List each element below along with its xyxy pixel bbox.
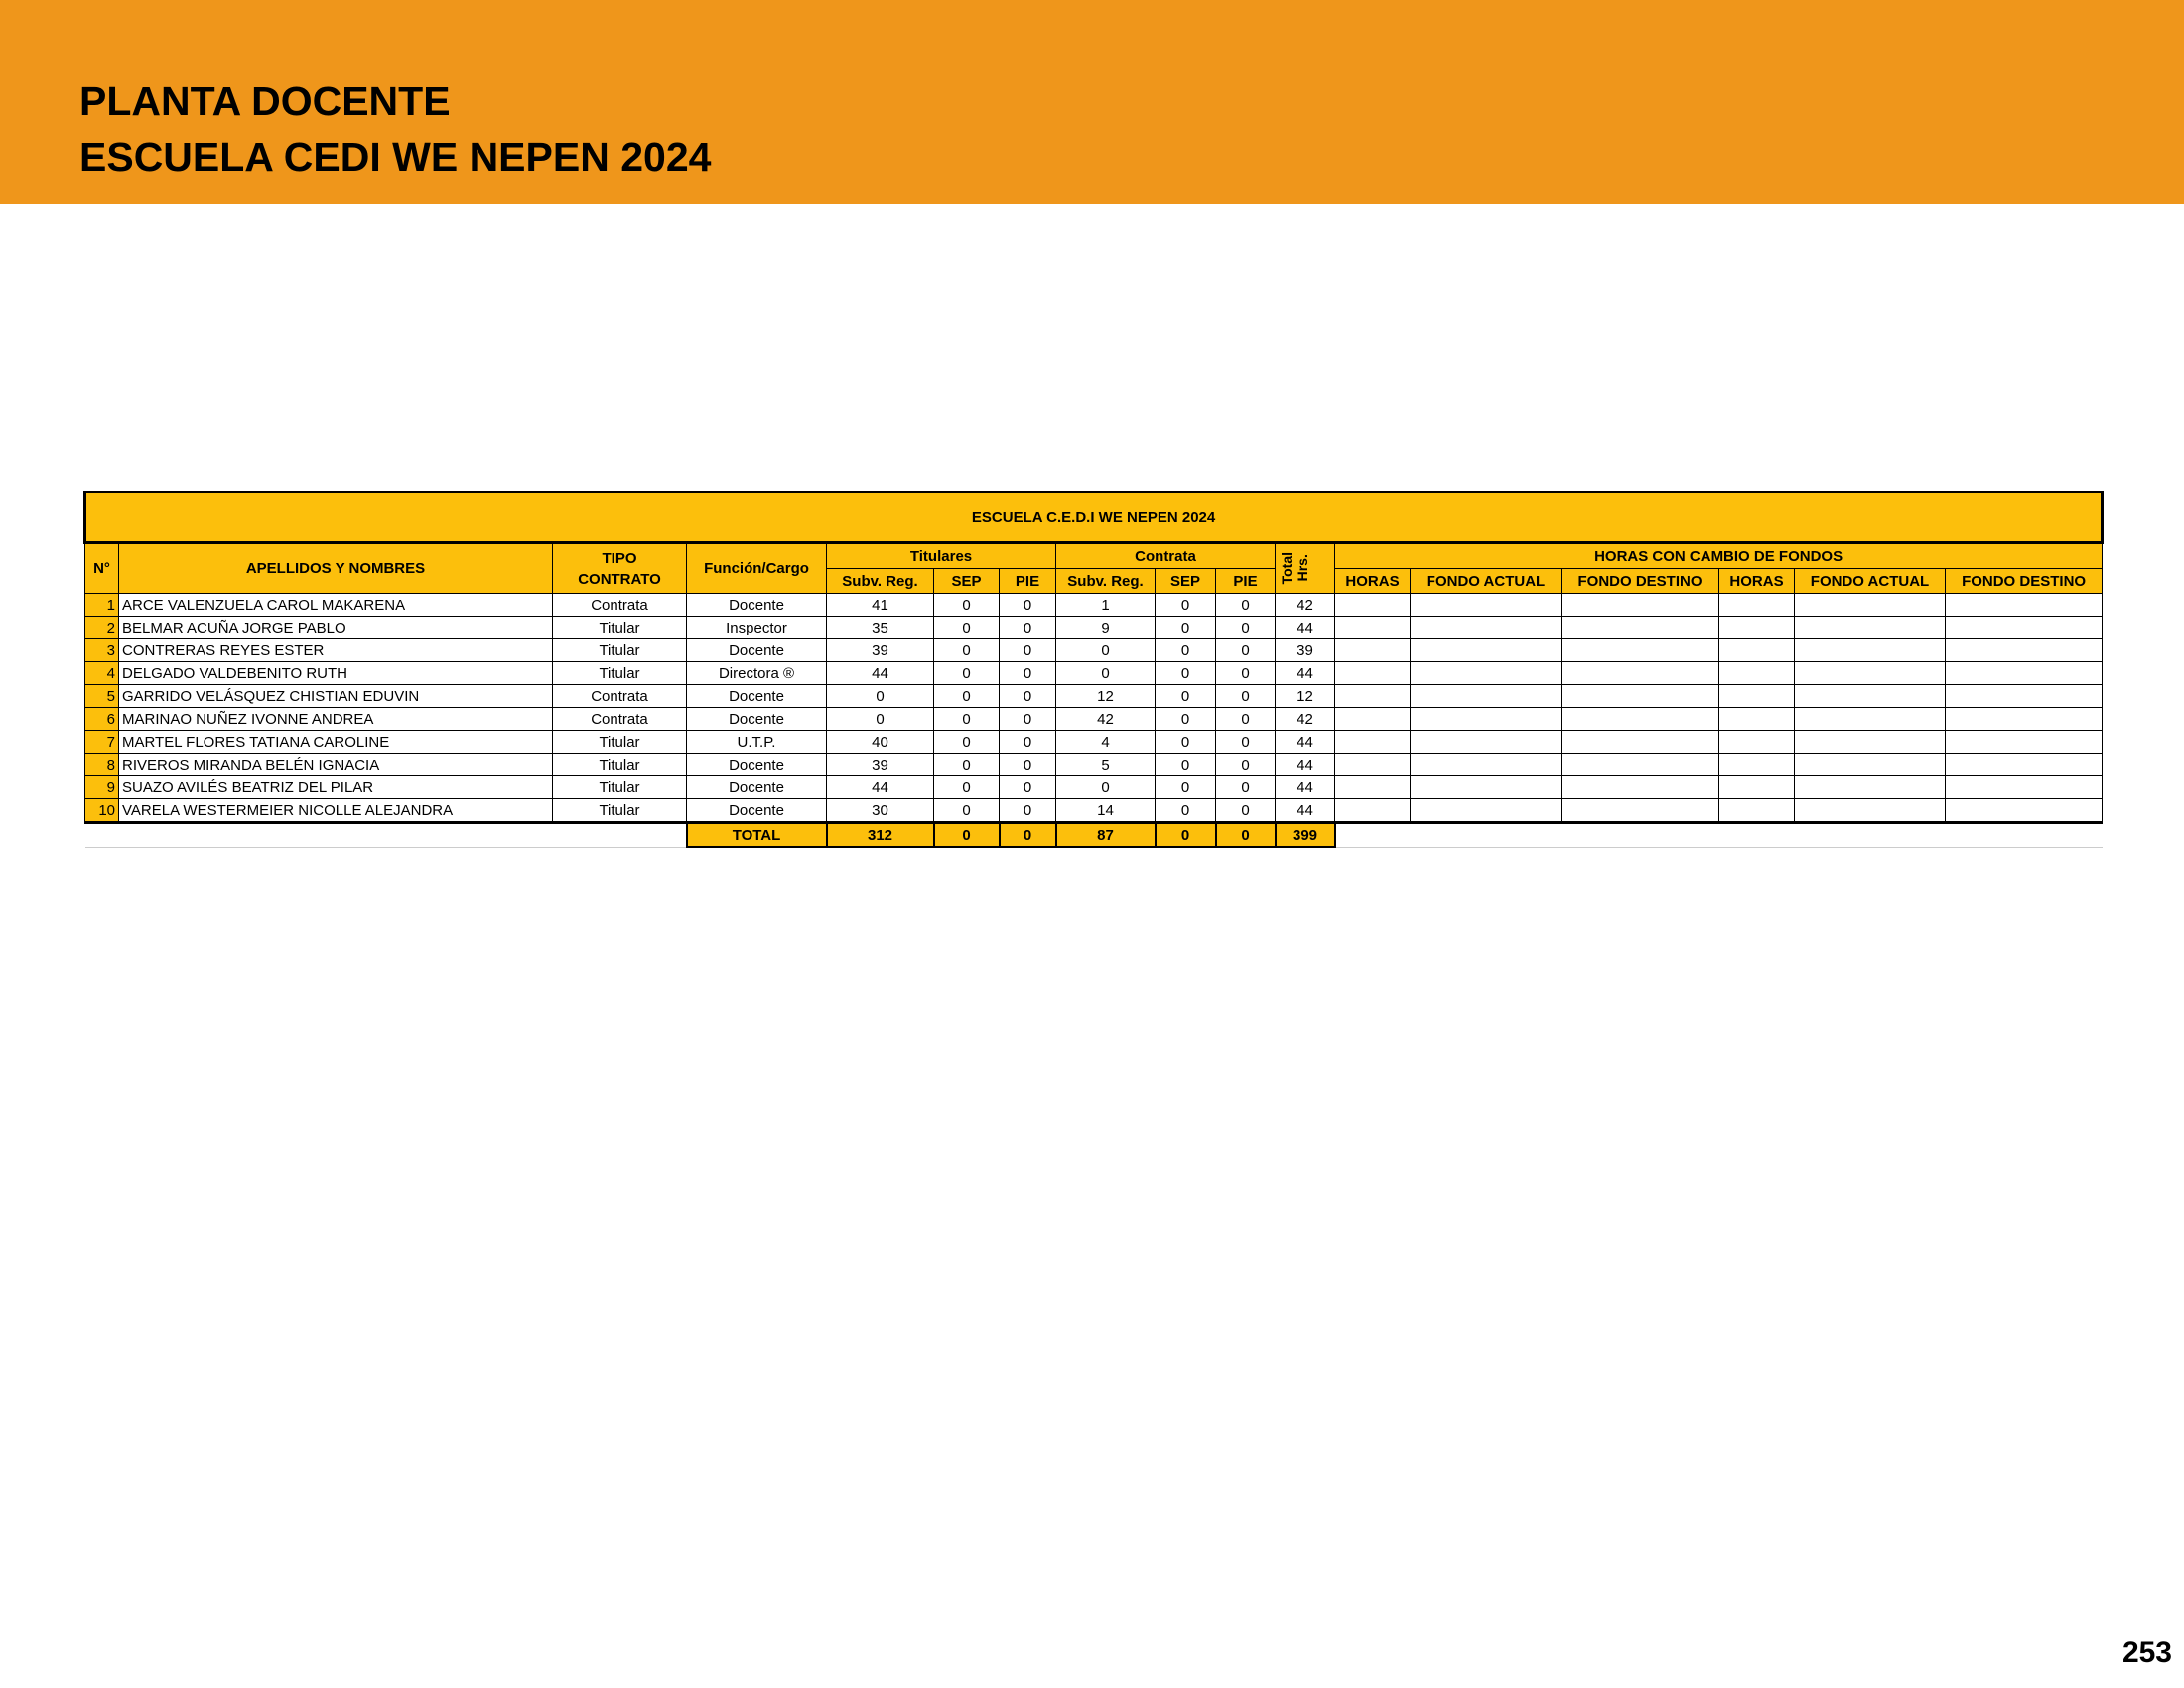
cell-c-subv: 1 [1056,594,1156,617]
cell-t-sep: 0 [934,776,1000,799]
cell-name: CONTRERAS REYES ESTER [119,639,553,662]
cell-c-sep: 0 [1156,685,1216,708]
cell-total: 42 [1276,594,1335,617]
cell-n: 7 [85,731,119,754]
cell-empty [1719,639,1795,662]
cell-total: 39 [1276,639,1335,662]
cell-funcion: Inspector [687,617,827,639]
cell-empty [1719,662,1795,685]
cell-t-pie: 0 [1000,594,1056,617]
cell-empty [1562,685,1719,708]
cell-empty [1795,731,1946,754]
cell-empty [1795,708,1946,731]
cell-total: 44 [1276,662,1335,685]
cell-c-sep: 0 [1156,617,1216,639]
cell-empty [1411,685,1562,708]
col-total-line2: Hrs. [1295,554,1310,583]
cell-tipo: Contrata [553,708,687,731]
col-total-label [1279,552,1310,584]
cell-empty [1411,754,1562,776]
cell-total: 44 [1276,799,1335,823]
cell-empty [1719,754,1795,776]
cell-t-sep: 0 [934,617,1000,639]
cell-t-pie: 0 [1000,662,1056,685]
cell-empty [1946,685,2103,708]
cell-total: 42 [1276,708,1335,731]
cell-empty [1795,776,1946,799]
cell-t-sep: 0 [934,662,1000,685]
cell-n: 4 [85,662,119,685]
cell-empty [1795,662,1946,685]
cell-c-pie: 0 [1216,594,1276,617]
cell-empty [1562,731,1719,754]
cell-t-pie: 0 [1000,731,1056,754]
col-names: APELLIDOS Y NOMBRES [119,543,553,594]
cell-t-sep: 0 [934,754,1000,776]
cell-empty [1411,776,1562,799]
title-line-2: ESCUELA CEDI WE NEPEN 2024 [79,134,712,180]
cell-empty [1719,594,1795,617]
cell-empty [1719,708,1795,731]
cell-t-subv: 39 [827,639,934,662]
cell-funcion: Docente [687,754,827,776]
cell-empty [1411,617,1562,639]
cell-empty [85,823,119,848]
cell-empty [1411,662,1562,685]
totals-row [85,823,2103,848]
cell-empty [1795,685,1946,708]
group-contrata: Contrata [1056,543,1276,569]
cell-empty [1562,662,1719,685]
cell-name: MARTEL FLORES TATIANA CAROLINE [119,731,553,754]
cell-empty [1946,823,2103,848]
cell-empty [1946,617,2103,639]
cell-t-pie: 0 [1000,639,1056,662]
col-tipo-contrato [553,543,687,594]
cell-t-sep: 0 [934,685,1000,708]
cell-c-pie: 0 [1216,617,1276,639]
cell-empty [1795,823,1946,848]
cell-t-sep: 0 [934,708,1000,731]
cell-empty [553,823,687,848]
cell-n: 9 [85,776,119,799]
cell-name: GARRIDO VELÁSQUEZ CHISTIAN EDUVIN [119,685,553,708]
cell-c-sep: 0 [1156,708,1216,731]
cell-total: 44 [1276,617,1335,639]
table-row [85,617,2103,639]
cell-empty [1335,617,1411,639]
cell-tipo: Titular [553,776,687,799]
sub-contrata-sep: SEP [1156,569,1216,594]
cell-empty [1719,799,1795,823]
cell-tipo: Contrata [553,685,687,708]
cell-t-subv: 39 [827,754,934,776]
cell-t-pie: 0 [1000,754,1056,776]
page-title [79,73,711,185]
cell-empty [1795,639,1946,662]
cell-empty [1411,639,1562,662]
cell-empty [1946,662,2103,685]
page-number: 253 [2121,1636,2172,1669]
cell-empty [1946,754,2103,776]
sub-titulares-sep: SEP [934,569,1000,594]
cell-c-sep: 0 [1156,639,1216,662]
sub-horas-2: HORAS [1719,569,1795,594]
group-titulares: Titulares [827,543,1056,569]
cell-c-pie: 0 [1216,708,1276,731]
cell-empty [1562,639,1719,662]
cell-tipo: Titular [553,639,687,662]
sub-horas-1: HORAS [1335,569,1411,594]
cell-name: BELMAR ACUÑA JORGE PABLO [119,617,553,639]
cell-empty [1562,617,1719,639]
cell-funcion: Docente [687,776,827,799]
sub-contrata-subv: Subv. Reg. [1056,569,1156,594]
cell-c-pie: 0 [1216,685,1276,708]
cell-empty [1411,731,1562,754]
cell-funcion: Docente [687,685,827,708]
cell-c-sep: 0 [1156,799,1216,823]
cell-empty [119,823,553,848]
table-row [85,685,2103,708]
cell-name: DELGADO VALDEBENITO RUTH [119,662,553,685]
cell-c-sep: 0 [1156,731,1216,754]
total-t-sep: 0 [934,823,1000,848]
cell-n: 6 [85,708,119,731]
cell-t-subv: 40 [827,731,934,754]
sub-contrata-pie: PIE [1216,569,1276,594]
cell-n: 5 [85,685,119,708]
cell-empty [1335,594,1411,617]
cell-c-pie: 0 [1216,639,1276,662]
cell-total: 12 [1276,685,1335,708]
cell-t-subv: 30 [827,799,934,823]
table-row [85,639,2103,662]
cell-empty [1795,594,1946,617]
cell-tipo: Titular [553,731,687,754]
cell-t-pie: 0 [1000,776,1056,799]
cell-empty [1719,731,1795,754]
cell-empty [1946,799,2103,823]
sub-fondo-destino-1: FONDO DESTINO [1562,569,1719,594]
cell-empty [1335,754,1411,776]
cell-tipo: Titular [553,662,687,685]
cell-name: VARELA WESTERMEIER NICOLLE ALEJANDRA [119,799,553,823]
cell-n: 3 [85,639,119,662]
cell-t-pie: 0 [1000,799,1056,823]
cell-empty [1562,754,1719,776]
cell-empty [1335,662,1411,685]
cell-funcion: Docente [687,708,827,731]
cell-n: 8 [85,754,119,776]
cell-funcion: Docente [687,594,827,617]
table-row [85,776,2103,799]
cell-empty [1946,639,2103,662]
cell-c-pie: 0 [1216,776,1276,799]
table-row [85,799,2103,823]
cell-tipo: Titular [553,754,687,776]
total-label: TOTAL [687,823,827,848]
cell-t-pie: 0 [1000,685,1056,708]
cell-name: ARCE VALENZUELA CAROL MAKARENA [119,594,553,617]
cell-c-subv: 9 [1056,617,1156,639]
cell-c-subv: 5 [1056,754,1156,776]
cell-c-pie: 0 [1216,731,1276,754]
sub-fondo-destino-2: FONDO DESTINO [1946,569,2103,594]
cell-c-sep: 0 [1156,662,1216,685]
cell-total: 44 [1276,731,1335,754]
cell-t-subv: 0 [827,685,934,708]
cell-empty [1795,799,1946,823]
col-no: N° [85,543,119,594]
total-t-subv: 312 [827,823,934,848]
total-c-subv: 87 [1056,823,1156,848]
cell-name: RIVEROS MIRANDA BELÉN IGNACIA [119,754,553,776]
total-hrs: 399 [1276,823,1335,848]
cell-tipo: Titular [553,617,687,639]
cell-empty [1335,799,1411,823]
cell-empty [1411,708,1562,731]
cell-empty [1562,799,1719,823]
sub-titulares-pie: PIE [1000,569,1056,594]
cell-c-subv: 42 [1056,708,1156,731]
cell-total: 44 [1276,776,1335,799]
cell-funcion: Directora ® [687,662,827,685]
cell-empty [1411,799,1562,823]
cell-t-sep: 0 [934,799,1000,823]
cell-name: MARINAO NUÑEZ IVONNE ANDREA [119,708,553,731]
cell-c-sep: 0 [1156,776,1216,799]
cell-t-subv: 0 [827,708,934,731]
cell-empty [1335,776,1411,799]
table-row [85,594,2103,617]
table-row [85,662,2103,685]
cell-c-subv: 0 [1056,662,1156,685]
cell-n: 1 [85,594,119,617]
cell-funcion: U.T.P. [687,731,827,754]
col-tipo-line2: CONTRATO [578,570,661,588]
cell-empty [1946,731,2103,754]
cell-empty [1946,708,2103,731]
table-title: ESCUELA C.E.D.I WE NEPEN 2024 [85,492,2103,543]
col-total-line1: Total [1279,552,1295,585]
cell-empty [1335,639,1411,662]
cell-t-subv: 44 [827,662,934,685]
cell-c-sep: 0 [1156,754,1216,776]
cell-n: 2 [85,617,119,639]
cell-empty [1335,823,1411,848]
cell-empty [1562,776,1719,799]
cell-empty [1335,708,1411,731]
cell-t-pie: 0 [1000,708,1056,731]
total-c-pie: 0 [1216,823,1276,848]
cell-empty [1562,823,1719,848]
cell-c-subv: 4 [1056,731,1156,754]
table-row [85,731,2103,754]
cell-empty [1335,685,1411,708]
cell-empty [1562,594,1719,617]
staff-table [83,491,2104,848]
cell-empty [1719,617,1795,639]
cell-total: 44 [1276,754,1335,776]
table-body [85,594,2103,848]
cell-c-subv: 0 [1056,776,1156,799]
cell-c-pie: 0 [1216,754,1276,776]
cell-empty [1795,617,1946,639]
cell-funcion: Docente [687,799,827,823]
cell-tipo: Contrata [553,594,687,617]
cell-name: SUAZO AVILÉS BEATRIZ DEL PILAR [119,776,553,799]
cell-c-pie: 0 [1216,799,1276,823]
cell-empty [1719,685,1795,708]
cell-c-sep: 0 [1156,594,1216,617]
cell-t-subv: 44 [827,776,934,799]
cell-c-subv: 14 [1056,799,1156,823]
cell-t-pie: 0 [1000,617,1056,639]
sub-fondo-actual-1: FONDO ACTUAL [1411,569,1562,594]
cell-funcion: Docente [687,639,827,662]
cell-t-subv: 35 [827,617,934,639]
cell-c-pie: 0 [1216,662,1276,685]
group-cambio-fondos: HORAS CON CAMBIO DE FONDOS [1335,543,2103,569]
cell-t-subv: 41 [827,594,934,617]
cell-empty [1795,754,1946,776]
cell-tipo: Titular [553,799,687,823]
total-t-pie: 0 [1000,823,1056,848]
cell-t-sep: 0 [934,639,1000,662]
cell-t-sep: 0 [934,731,1000,754]
col-total-hrs [1276,543,1335,594]
cell-empty [1946,594,2103,617]
sub-titulares-subv: Subv. Reg. [827,569,934,594]
cell-n: 10 [85,799,119,823]
cell-empty [1411,594,1562,617]
cell-empty [1719,823,1795,848]
col-funcion: Función/Cargo [687,543,827,594]
cell-empty [1562,708,1719,731]
table-row [85,708,2103,731]
total-c-sep: 0 [1156,823,1216,848]
cell-empty [1946,776,2103,799]
staff-table-container [83,491,2101,848]
cell-empty [1411,823,1562,848]
cell-t-sep: 0 [934,594,1000,617]
cell-c-subv: 0 [1056,639,1156,662]
cell-empty [1335,731,1411,754]
table-row [85,754,2103,776]
sub-fondo-actual-2: FONDO ACTUAL [1795,569,1946,594]
col-tipo-line1: TIPO [602,549,637,567]
cell-empty [1719,776,1795,799]
title-line-1: PLANTA DOCENTE [79,78,451,124]
cell-c-subv: 12 [1056,685,1156,708]
